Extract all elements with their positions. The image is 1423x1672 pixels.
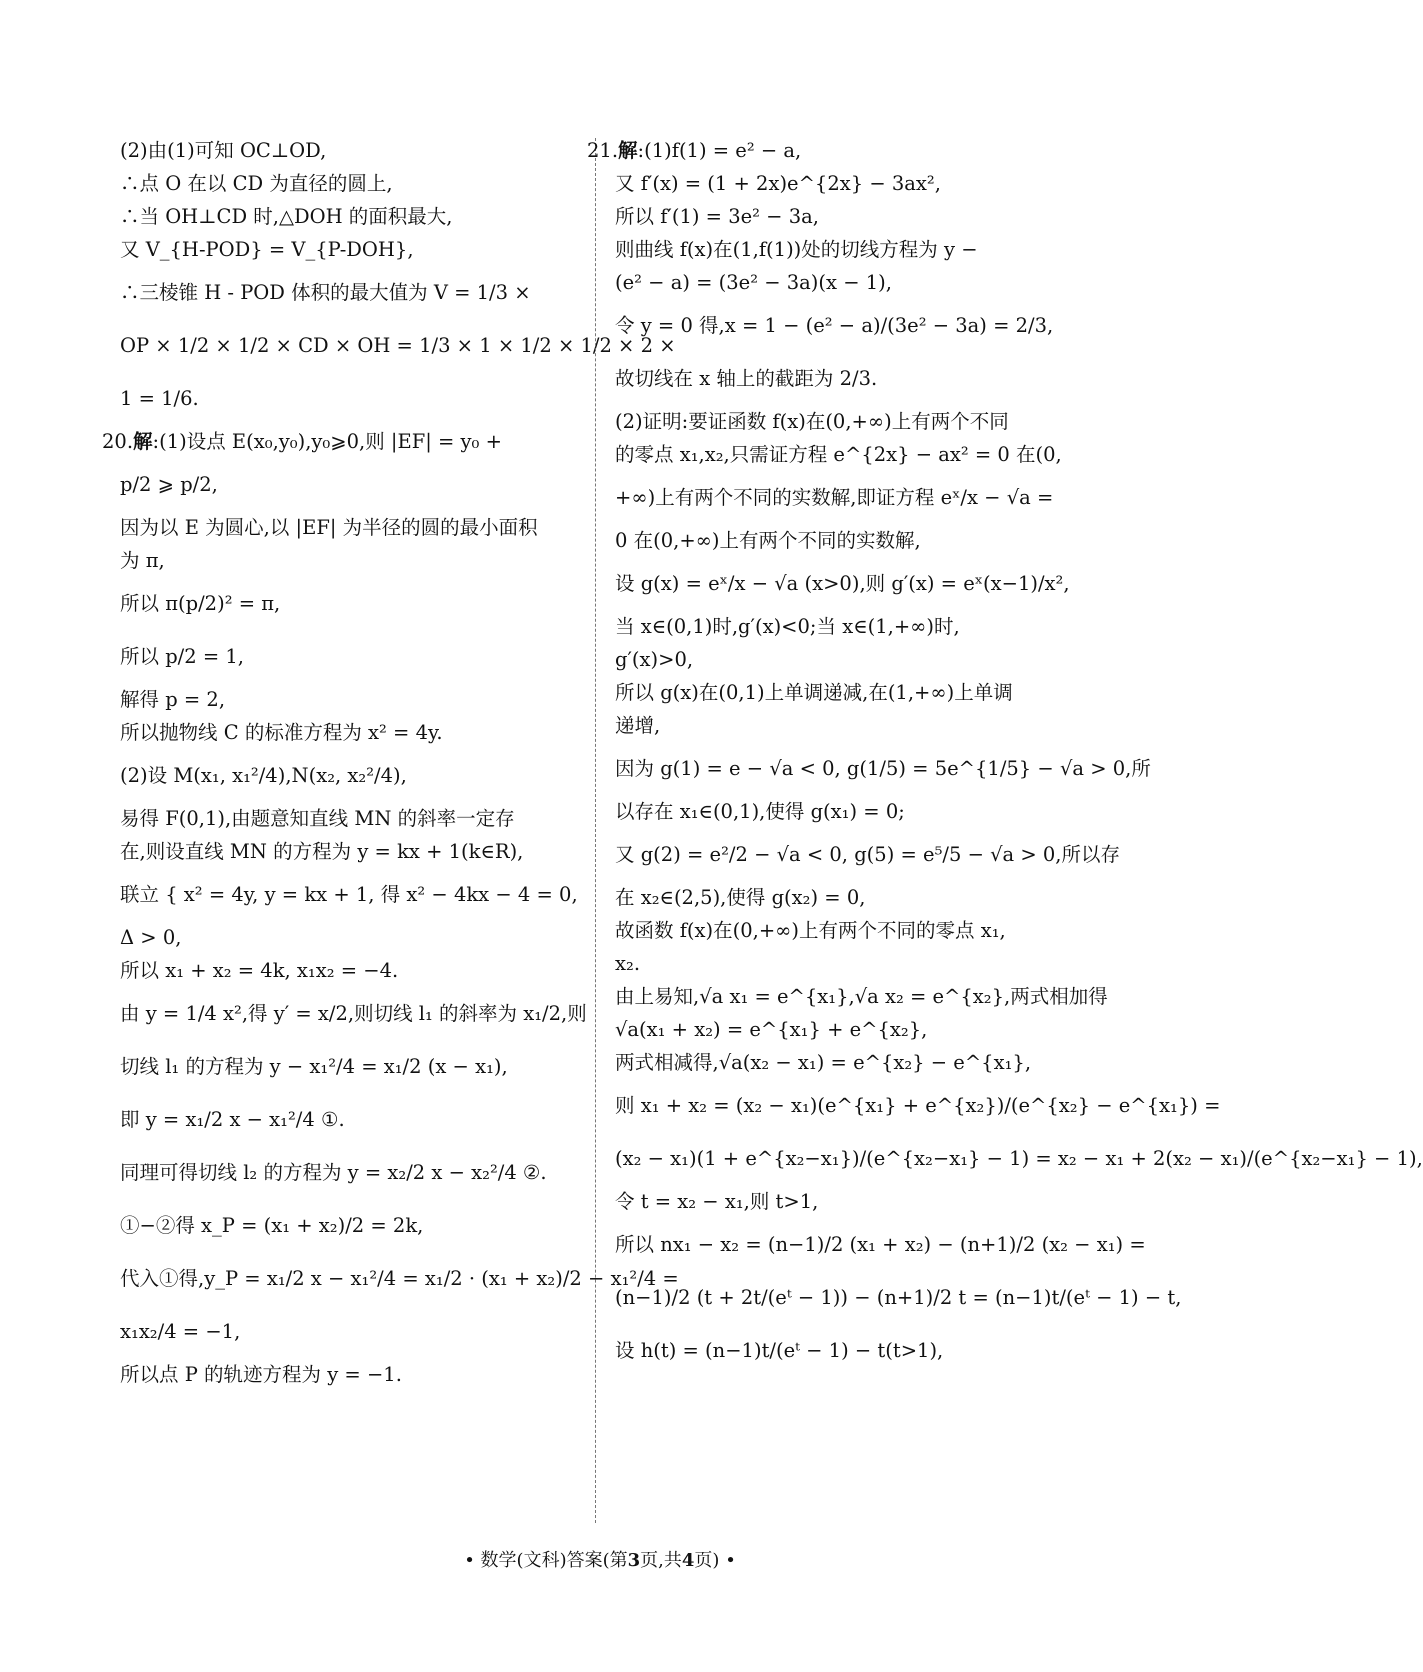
text-line: 在,则设直线 MN 的方程为 y = kx + 1(k∈R),	[120, 840, 524, 863]
text-line: 则曲线 f(x)在(1,f(1))处的切线方程为 y −	[615, 238, 978, 261]
text-line: 1 = 1/6.	[120, 387, 199, 410]
text-line: 所以 nx₁ − x₂ = (n−1)/2 (x₁ + x₂) − (n+1)/2 (x₂ − x₁) =	[615, 1233, 1146, 1256]
text-line: 令 t = x₂ − x₁,则 t>1,	[615, 1190, 819, 1213]
column-divider	[595, 138, 596, 1523]
text-line: 所以 g(x)在(0,1)上单调递减,在(1,+∞)上单调	[615, 681, 1013, 704]
text-line: 设 h(t) = (n−1)t/(eᵗ − 1) − t(t>1),	[615, 1339, 944, 1362]
text-line: :(1)设点 E(x₀,y₀),y₀⩾0,则 |EF| = y₀ +	[152, 430, 502, 453]
text-line: 联立 { x² = 4y, y = kx + 1, 得 x² − 4kx − 4 = 0,	[120, 883, 578, 906]
right-column	[587, 134, 1423, 1377]
text-line: 故切线在 x 轴上的截距为 2/3.	[615, 367, 878, 390]
text-line: Δ > 0,	[120, 926, 182, 949]
text-line: (e² − a) = (3e² − 3a)(x − 1),	[615, 271, 892, 294]
question-20-header	[102, 425, 575, 458]
text-line: 递增,	[615, 714, 661, 737]
text-line: 由 y = 1/4 x²,得 y′ = x/2,则切线 l₁ 的斜率为 x₁/2,则	[120, 1002, 587, 1025]
text-line: 同理可得切线 l₂ 的方程为 y = x₂/2 x − x₂²/4 ②.	[120, 1161, 547, 1184]
text-line: 因为以 E 为圆心,以 |EF| 为半径的圆的最小面积	[120, 516, 538, 539]
text-line: 0 在(0,+∞)上有两个不同的实数解,	[615, 529, 921, 552]
text-line: ∴点 O 在以 CD 为直径的圆上,	[120, 172, 393, 195]
text-line: √a(x₁ + x₂) = e^{x₁} + e^{x₂},	[615, 1018, 928, 1041]
question-number: 20.	[102, 430, 134, 453]
text-line: 解得 p = 2,	[120, 688, 226, 711]
text-line: 以存在 x₁∈(0,1),使得 g(x₁) = 0;	[615, 800, 905, 823]
text-line: 在 x₂∈(2,5),使得 g(x₂) = 0,	[615, 886, 866, 909]
text-line: 因为 g(1) = e − √a < 0, g(1/5) = 5e^{1/5} − √a > 0,所	[615, 757, 1151, 780]
text-line: (n−1)/2 (t + 2t/(eᵗ − 1)) − (n+1)/2 t = (n−1)t/(eᵗ − 1) − t,	[615, 1286, 1182, 1309]
text-line: (x₂ − x₁)(1 + e^{x₂−x₁})/(e^{x₂−x₁} − 1) = x₂ − x₁ + 2(x₂ − x₁)/(e^{x₂−x₁} − 1),	[615, 1147, 1423, 1170]
text-line: 所以 π(p/2)² = π,	[120, 592, 281, 615]
text-line: ①−②得 x_P = (x₁ + x₂)/2 = 2k,	[120, 1214, 424, 1237]
text-line: 的零点 x₁,x₂,只需证方程 e^{2x} − ax² = 0 在(0,	[615, 443, 1062, 466]
text-line: g′(x)>0,	[615, 648, 694, 671]
question-21-header	[587, 134, 1080, 167]
text-line: 由上易知,√a x₁ = e^{x₁},√a x₂ = e^{x₂},两式相加得	[615, 985, 1108, 1008]
text-line: (2)证明:要证函数 f(x)在(0,+∞)上有两个不同	[615, 410, 1009, 433]
text-line: 所以抛物线 C 的标准方程为 x² = 4y.	[120, 721, 443, 744]
text-line: 即 y = x₁/2 x − x₁²/4 ①.	[120, 1108, 345, 1131]
text-line: 令 y = 0 得,x = 1 − (e² − a)/(3e² − 3a) = 2/3,	[615, 314, 1054, 337]
text-line: (2)设 M(x₁, x₁²/4),N(x₂, x₂²/4),	[120, 764, 407, 787]
question-number: 21.	[587, 139, 619, 162]
text-line: ∴当 OH⊥CD 时,△DOH 的面积最大,	[120, 205, 453, 228]
text-line: 所以 x₁ + x₂ = 4k, x₁x₂ = −4.	[120, 959, 399, 982]
text-line: 所以 p/2 = 1,	[120, 645, 244, 668]
footer-text: 页)	[694, 1550, 720, 1571]
footer-bullet: •	[464, 1550, 475, 1571]
text-line: 所以点 P 的轨迹方程为 y = −1.	[120, 1363, 402, 1386]
text-line: 设 g(x) = eˣ/x − √a (x>0),则 g′(x) = eˣ(x−1)/x²,	[615, 572, 1070, 595]
text-line: 为 π,	[120, 549, 165, 572]
text-line: p/2 ⩾ p/2,	[120, 473, 218, 496]
page-number: 3	[627, 1550, 641, 1571]
text-line: x₂.	[615, 952, 641, 975]
text-line: 所以 f′(1) = 3e² − 3a,	[615, 205, 819, 228]
text-line: 又 V_{H-POD} = V_{P-DOH},	[120, 238, 414, 261]
page-footer	[0, 1546, 1200, 1572]
text-line: (2)由(1)可知 OC⊥OD,	[120, 139, 327, 162]
text-line: 易得 F(0,1),由题意知直线 MN 的斜率一定存	[120, 807, 515, 830]
text-line: 代入①得,y_P = x₁/2 x − x₁²/4 = x₁/2 · (x₁ + x₂)/2 − x₁²/4 =	[120, 1267, 679, 1290]
text-line: OP × 1/2 × 1/2 × CD × OH = 1/3 × 1 × 1/2 × 1/2 × 2 ×	[120, 334, 676, 357]
text-line: 两式相减得,√a(x₂ − x₁) = e^{x₂} − e^{x₁},	[615, 1051, 1032, 1074]
solution-label: 解	[133, 430, 153, 453]
text-line: 又 g(2) = e²/2 − √a < 0, g(5) = e⁵/5 − √a > 0,所以存	[615, 843, 1121, 866]
footer-bullet: •	[725, 1550, 736, 1571]
text-line: +∞)上有两个不同的实数解,即证方程 eˣ/x − √a =	[615, 486, 1054, 509]
text-line: 则 x₁ + x₂ = (x₂ − x₁)(e^{x₁} + e^{x₂})/(e^{x₂} − e^{x₁}) =	[615, 1094, 1221, 1117]
footer-text: 数学(文科)答案(第	[480, 1550, 628, 1571]
footer-text: 页,共	[640, 1550, 682, 1571]
text-line: 切线 l₁ 的方程为 y − x₁²/4 = x₁/2 (x − x₁),	[120, 1055, 508, 1078]
text-line: x₁x₂/4 = −1,	[120, 1320, 241, 1343]
solution-label: 解	[618, 139, 638, 162]
page-total: 4	[681, 1550, 695, 1571]
text-line: 又 f′(x) = (1 + 2x)e^{2x} − 3ax²,	[615, 172, 941, 195]
text-line: :(1)f(1) = e² − a,	[637, 139, 802, 162]
text-line: 当 x∈(0,1)时,g′(x)<0;当 x∈(1,+∞)时,	[615, 615, 960, 638]
text-line: ∴三棱锥 H - POD 体积的最大值为 V = 1/3 ×	[120, 281, 531, 304]
text-line: 故函数 f(x)在(0,+∞)上有两个不同的零点 x₁,	[615, 919, 1006, 942]
